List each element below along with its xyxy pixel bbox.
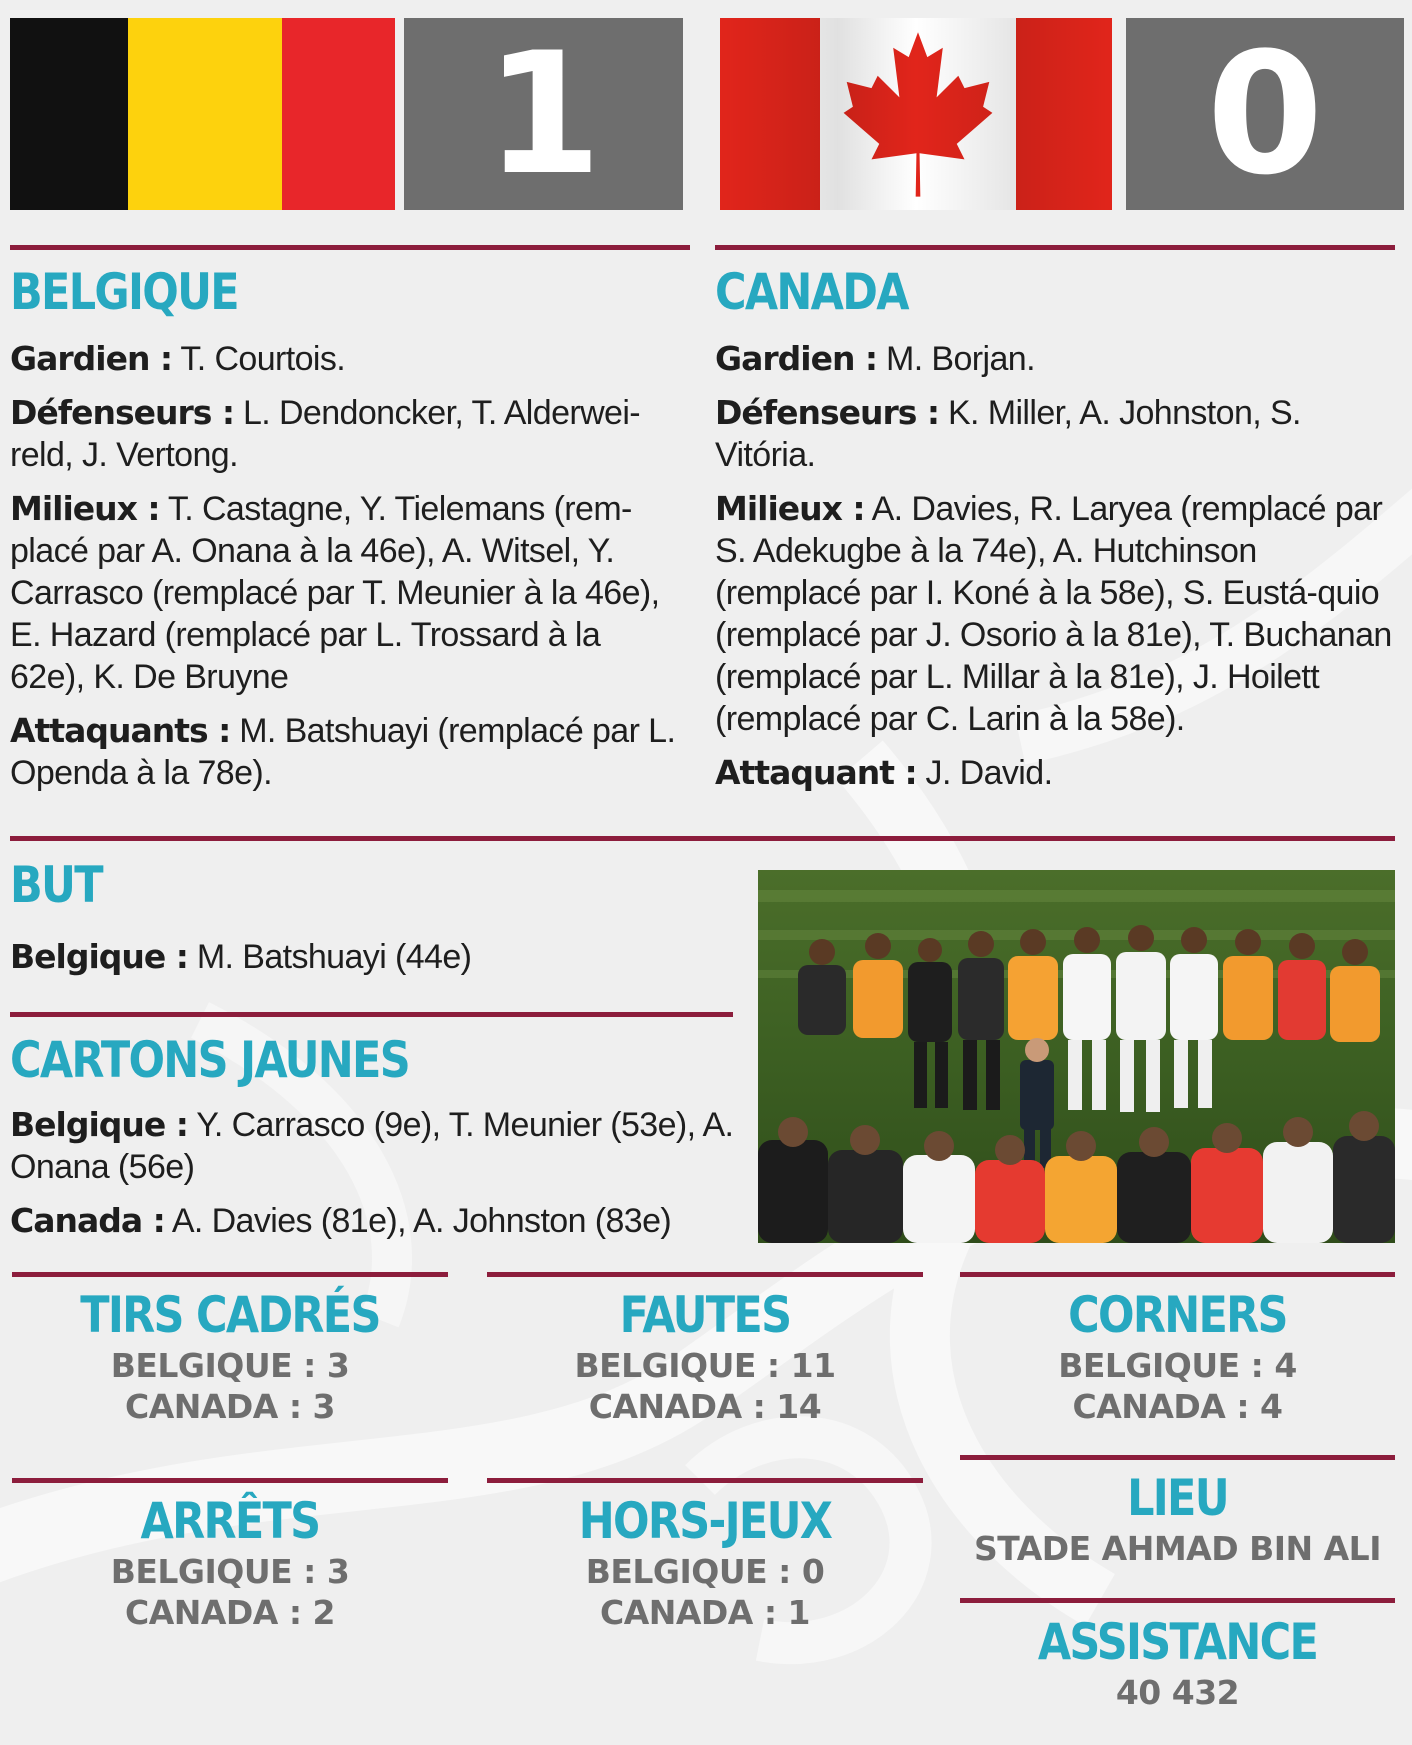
yellow-cards-title: CARTONS JAUNES xyxy=(10,1031,409,1089)
stat-home-value: BELGIQUE : 11 xyxy=(574,1346,836,1385)
divider xyxy=(10,836,1395,841)
stat-home-value: BELGIQUE : 0 xyxy=(585,1552,825,1591)
lineup-label: Attaquants : xyxy=(10,711,231,750)
divider xyxy=(487,1478,923,1483)
stat-saves xyxy=(12,1491,448,1633)
stat-home-value: BELGIQUE : 3 xyxy=(110,1552,350,1591)
lineup-label: Défenseurs : xyxy=(715,393,940,432)
lineup-label: Attaquant : xyxy=(715,753,917,792)
stat-shots-on-target xyxy=(12,1285,448,1427)
lineup-label: Gardien : xyxy=(10,339,173,378)
goals-team-label: Belgique : xyxy=(10,937,188,976)
canada-flag-graphic xyxy=(720,18,1112,210)
lineup-players: L. Dendoncker, T. Alderwei-reld, J. Vertong. xyxy=(10,394,641,474)
divider xyxy=(960,1455,1395,1460)
divider xyxy=(12,1478,448,1483)
goals-line xyxy=(10,936,730,978)
divider xyxy=(12,1272,448,1277)
stat-title: FAUTES xyxy=(619,1286,791,1344)
home-forwards xyxy=(10,710,680,794)
away-midfielders xyxy=(715,488,1395,740)
belgium-flag-black-stripe xyxy=(10,18,128,210)
stat-home-value: BELGIQUE : 3 xyxy=(110,1346,350,1385)
away-team-name: CANADA xyxy=(715,263,908,321)
goals-title: BUT xyxy=(10,856,102,914)
stat-fouls xyxy=(487,1285,923,1427)
lineup-label: Défenseurs : xyxy=(10,393,235,432)
divider xyxy=(960,1272,1395,1277)
stat-away-value: CANADA : 3 xyxy=(125,1387,335,1426)
lineup-players: M. Batshuayi (remplacé par L. Openda à la 78e). xyxy=(10,712,676,792)
home-midfielders xyxy=(10,488,680,698)
divider xyxy=(10,1012,733,1017)
home-team-name: BELGIQUE xyxy=(10,263,238,321)
away-forwards xyxy=(715,752,1395,794)
cards-players: A. Davies (81e), A. Johnston (83e) xyxy=(171,1202,672,1240)
stat-away-value: CANADA : 1 xyxy=(600,1593,810,1632)
stat-title: ARRÊTS xyxy=(140,1492,320,1550)
cards-players: Y. Carrasco (9e), T. Meunier (53e), A. Onana (56e) xyxy=(10,1106,734,1186)
belgium-flag-red-stripe xyxy=(282,18,395,210)
divider xyxy=(715,245,1395,250)
stat-away-value: CANADA : 2 xyxy=(125,1593,335,1632)
away-lineup xyxy=(715,338,1395,806)
stat-title: TIRS CADRÉS xyxy=(80,1286,380,1344)
stat-title: LIEU xyxy=(1127,1469,1228,1527)
divider xyxy=(487,1272,923,1277)
huddle-photo-graphic xyxy=(758,870,1395,1243)
cards-team-label: Canada : xyxy=(10,1201,165,1240)
home-defenders xyxy=(10,392,680,476)
lineup-label: Gardien : xyxy=(715,339,878,378)
lineup-players: T. Courtois. xyxy=(172,340,346,378)
stat-venue xyxy=(960,1468,1395,1569)
lineup-players: M. Borjan. xyxy=(877,340,1035,378)
lineup-players: T. Castagne, Y. Tielemans (rem-placé par A. Onana à la 46e), A. Witsel, Y. Carrasco (remplacé par T. Meunier à la 46e), E. Hazard (remplacé par L. Trossard à la 62e), K. De Bruyne xyxy=(10,490,660,696)
yellow-cards-home xyxy=(10,1104,740,1188)
away-score: 0 xyxy=(1126,18,1404,210)
lineup-players: J. David. xyxy=(916,754,1053,792)
belgium-flag-yellow-stripe xyxy=(128,18,282,210)
team-huddle-photo xyxy=(758,870,1395,1243)
home-goalkeeper xyxy=(10,338,680,380)
stat-home-value: BELGIQUE : 4 xyxy=(1058,1346,1297,1385)
stat-title: HORS-JEUX xyxy=(578,1492,832,1550)
goals-scorer: M. Batshuayi (44e) xyxy=(196,938,472,976)
canada-flag xyxy=(720,18,1112,210)
cards-team-label: Belgique : xyxy=(10,1105,188,1144)
belgium-flag xyxy=(10,18,395,210)
away-goalkeeper xyxy=(715,338,1395,380)
away-defenders xyxy=(715,392,1395,476)
attendance-value: 40 432 xyxy=(1115,1673,1240,1712)
home-lineup xyxy=(10,338,680,806)
lineup-players: A. Davies, R. Laryea (remplacé par S. Adekugbe à la 74e), A. Hutchinson (remplacé par I. Koné à la 58e), S. Eustá-quio (remplacé par J. Osorio à la 81e), T. Buchanan (remplacé par L. Millar à la 81e), J. Hoilett (remplacé par C. Larin à la 58e). xyxy=(715,490,1392,738)
stat-away-value: CANADA : 14 xyxy=(588,1387,822,1426)
venue-name: STADE AHMAD BIN ALI xyxy=(974,1529,1381,1568)
stat-away-value: CANADA : 4 xyxy=(1072,1387,1283,1426)
home-score: 1 xyxy=(404,18,683,210)
divider xyxy=(960,1598,1395,1603)
stat-attendance xyxy=(960,1612,1395,1713)
stat-corners xyxy=(960,1285,1395,1427)
lineup-label: Milieux : xyxy=(10,489,160,528)
yellow-cards-away xyxy=(10,1200,740,1242)
stat-offsides xyxy=(487,1491,923,1633)
stat-title: ASSISTANCE xyxy=(1037,1613,1318,1671)
lineup-players: K. Miller, A. Johnston, S. Vitória. xyxy=(715,394,1301,474)
divider xyxy=(10,245,690,250)
stat-title: CORNERS xyxy=(1068,1286,1287,1344)
lineup-label: Milieux : xyxy=(715,489,865,528)
